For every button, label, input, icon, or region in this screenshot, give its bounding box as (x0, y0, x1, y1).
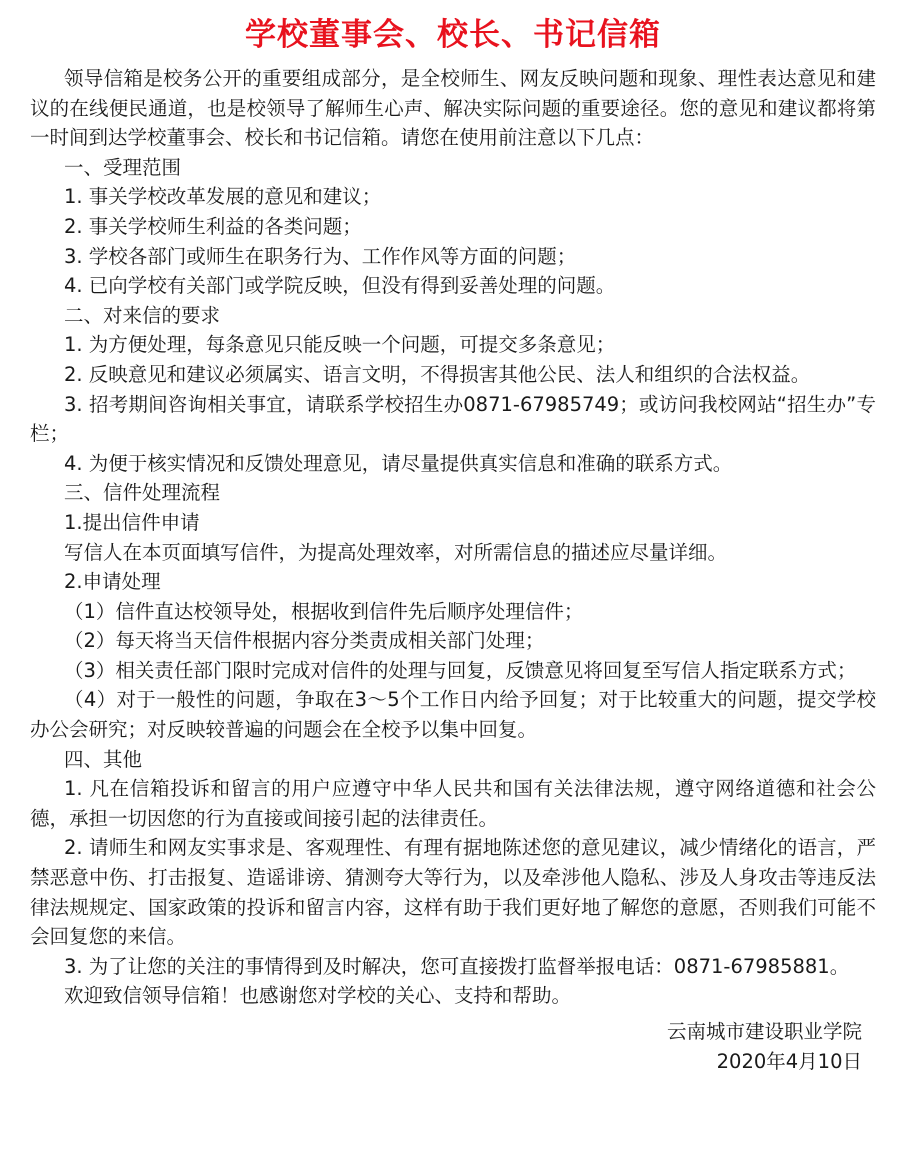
process-step-text: 写信人在本页面填写信件，为提高处理效率，对所需信息的描述应尽量详细。 (64, 540, 728, 564)
process-item: （1）信件直达校领导处，根据收到信件先后顺序处理信件； (64, 599, 584, 623)
process-step-heading: 2.申请处理 (64, 570, 161, 594)
page-title: 学校董事会、校长、书记信箱 (245, 17, 661, 53)
other-item: 1. 凡在信箱投诉和留言的用户应遵守中华人民共和国有关法律法规，遵守网络道德和社会公德，承担一切因您的行为直接或间接引起的法律责任。 (30, 777, 876, 830)
requirement-item: 2. 反映意见和建议必须属实、语言文明，不得损害其他公民、法人和组织的合法权益。 (64, 362, 811, 386)
section-heading-requirements: 二、对来信的要求 (64, 303, 221, 327)
other-item: 3. 为了让您的关注的事情得到及时解决，您可直接拨打监督举报电话：0871-67985881。 (64, 954, 850, 978)
section-heading-scope: 一、受理范围 (64, 155, 182, 179)
process-item: （3）相关责任部门限时完成对信件的处理与回复，反馈意见将回复至写信人指定联系方式； (64, 658, 857, 682)
document (30, 14, 876, 1076)
closing-text: 欢迎致信领导信箱！也感谢您对学校的关心、支持和帮助。 (64, 984, 572, 1008)
signature-org: 云南城市建设职业学院 (666, 1020, 862, 1043)
section-heading-process: 三、信件处理流程 (64, 481, 221, 505)
signature-date: 2020年4月10日 (716, 1049, 862, 1073)
requirement-item: 1. 为方便处理，每条意见只能反映一个问题，可提交多条意见； (64, 333, 616, 357)
process-item: （4）对于一般性的问题，争取在3～5个工作日内给予回复；对于比较重大的问题，提交学校办公会研究；对反映较普遍的问题会在全校予以集中回复。 (30, 688, 876, 742)
section-heading-other: 四、其他 (64, 747, 143, 771)
requirement-item: 4. 为便于核实情况和反馈处理意见，请尽量提供真实信息和准确的联系方式。 (64, 451, 733, 475)
other-item: 2. 请师生和网友实事求是、客观理性、有理有据地陈述您的意见建议，减少情绪化的语言，严禁恶意中伤、打击报复、造谣诽谤、猜测夸大等行为，以及牵涉他人隐私、涉及人身攻击等违反法律法规规定、国家政策的投诉和留言内容，这样有助于我们更好地了解您的意愿，否则我们可能不会回复您的来信。 (30, 836, 876, 949)
scope-item: 3. 学校各部门或师生在职务行为、工作作风等方面的问题； (64, 244, 577, 268)
process-step-heading: 1.提出信件申请 (64, 510, 200, 534)
process-item: （2）每天将当天信件根据内容分类责成相关部门处理； (64, 629, 545, 653)
requirement-item: 3. 招考期间咨询相关事宜，请联系学校招生办0871-67985749；或访问我校网站“招生办”专栏； (30, 392, 876, 446)
scope-item: 2. 事关学校师生利益的各类问题； (64, 214, 362, 238)
scope-item: 1. 事关学校改革发展的意见和建议； (64, 185, 382, 209)
scope-item: 4. 已向学校有关部门或学院反映，但没有得到妥善处理的问题。 (64, 274, 616, 298)
intro-paragraph: 领导信箱是校务公开的重要组成部分，是全校师生、网友反映问题和现象、理性表达意见和建议的在线便民通道，也是校领导了解师生心声、解决实际问题的重要途径。您的意见和建议都将第一时间到达学校董事会、校长和书记信箱。请您在使用前注意以下几点： (30, 67, 876, 150)
